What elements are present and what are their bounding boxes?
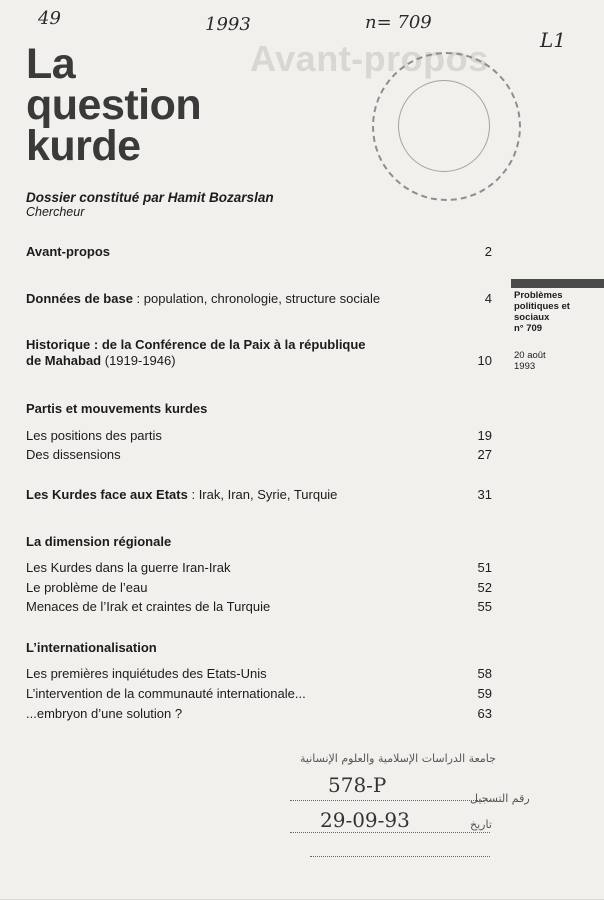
date-line: 1993 <box>514 361 536 372</box>
toc-entry-title: Des dissensions <box>26 447 121 462</box>
toc-page-number: 31 <box>477 487 492 502</box>
toc-page-number: 63 <box>477 706 492 721</box>
author-line: Dossier constitué par Hamit Bozarslan <box>26 190 274 205</box>
registration-arabic-label: تاريخ <box>470 818 492 831</box>
toc-entry-title: Avant-propos <box>26 244 111 259</box>
toc-page-number: 52 <box>477 580 492 595</box>
toc-page-number: 51 <box>477 560 492 575</box>
toc-entry-historique <box>26 337 492 369</box>
handwritten-number: 49 <box>38 8 61 29</box>
toc-entry-title-cont: de Mahabad <box>26 353 102 368</box>
toc-entry-title: ...embryon d’une solution ? <box>26 706 183 721</box>
author-role: Chercheur <box>26 205 85 219</box>
toc-entry <box>26 580 492 596</box>
toc-entry <box>26 666 492 682</box>
toc-section-heading: Partis et mouvements kurdes <box>26 401 208 416</box>
toc-entry <box>26 686 492 702</box>
toc-entry-subtitle: : Irak, Iran, Syrie, Turquie <box>187 487 338 502</box>
toc-entry-title: Les Kurdes face aux Etats <box>26 487 188 502</box>
toc-entry-title: Données de base <box>26 291 133 306</box>
toc-page-number: 2 <box>484 244 492 259</box>
registration-arabic-header: جامعة الدراسات الإسلامية والعلوم الإنسانية <box>300 752 496 765</box>
page-title <box>26 40 202 170</box>
series-line: politiques et <box>514 301 570 312</box>
toc-entry-title: Menaces de l’Irak et craintes de la Turquie <box>26 599 271 614</box>
toc-page-number: 27 <box>477 447 492 462</box>
handwritten-issue-number: n= 709 <box>365 12 432 33</box>
handwritten-year: 1993 <box>205 14 251 35</box>
toc-page-number: 4 <box>484 291 492 306</box>
toc-entry <box>26 447 492 463</box>
title-line-1: La <box>26 40 76 88</box>
toc-entry-title: Historique : de la Conférence de la Paix à la république <box>26 337 366 352</box>
registration-dotted-line <box>290 832 490 833</box>
registration-date: 29-09-93 <box>320 808 410 832</box>
toc-entry-title: Les premières inquiétudes des Etats-Unis <box>26 666 267 681</box>
toc-page-number: 19 <box>477 428 492 443</box>
toc-entry <box>26 706 492 722</box>
toc-entry-avant-propos <box>26 244 492 260</box>
registration-number: 578-P <box>328 773 387 797</box>
toc-entry-subtitle: (1919-1946) <box>101 353 176 368</box>
toc-entry <box>26 428 492 444</box>
title-line-2: question <box>26 81 202 129</box>
toc-page-number: 10 <box>477 353 492 368</box>
date-line: 20 août <box>514 350 546 361</box>
library-stamp-inner-ring <box>398 80 490 172</box>
handwritten-shelf-mark: L1 <box>540 28 567 52</box>
toc-section-heading: L’internationalisation <box>26 640 157 655</box>
series-line: n° 709 <box>514 323 543 334</box>
toc-entry-title: Les Kurdes dans la guerre Iran-Irak <box>26 560 231 575</box>
registration-arabic-label: رقم التسجيل <box>470 792 530 805</box>
toc-entry-kurdes-etats <box>26 487 492 503</box>
toc-entry-subtitle: : population, chronologie, structure sociale <box>132 291 381 306</box>
toc-page-number: 58 <box>477 666 492 681</box>
toc-entry <box>26 560 492 576</box>
bleed-through-text: Avant-propos <box>250 38 489 79</box>
toc-page-number: 55 <box>477 599 492 614</box>
toc-section-heading: La dimension régionale <box>26 534 172 549</box>
series-line: Problèmes <box>514 290 563 301</box>
registration-dotted-line <box>310 856 490 857</box>
toc-page-number: 59 <box>477 686 492 701</box>
toc-entry-title: L’intervention de la communauté internationale... <box>26 686 306 701</box>
toc-entry-title: Les positions des partis <box>26 428 162 443</box>
toc-entry-donnees <box>26 291 492 307</box>
sidebar-rule <box>511 279 604 288</box>
series-label <box>514 290 598 334</box>
title-line-3: kurde <box>26 122 141 170</box>
registration-dotted-line <box>290 800 490 801</box>
publication-date <box>514 350 546 372</box>
toc-entry-title: Le problème de l’eau <box>26 580 148 595</box>
toc-entry <box>26 599 492 615</box>
series-line: sociaux <box>514 312 550 323</box>
